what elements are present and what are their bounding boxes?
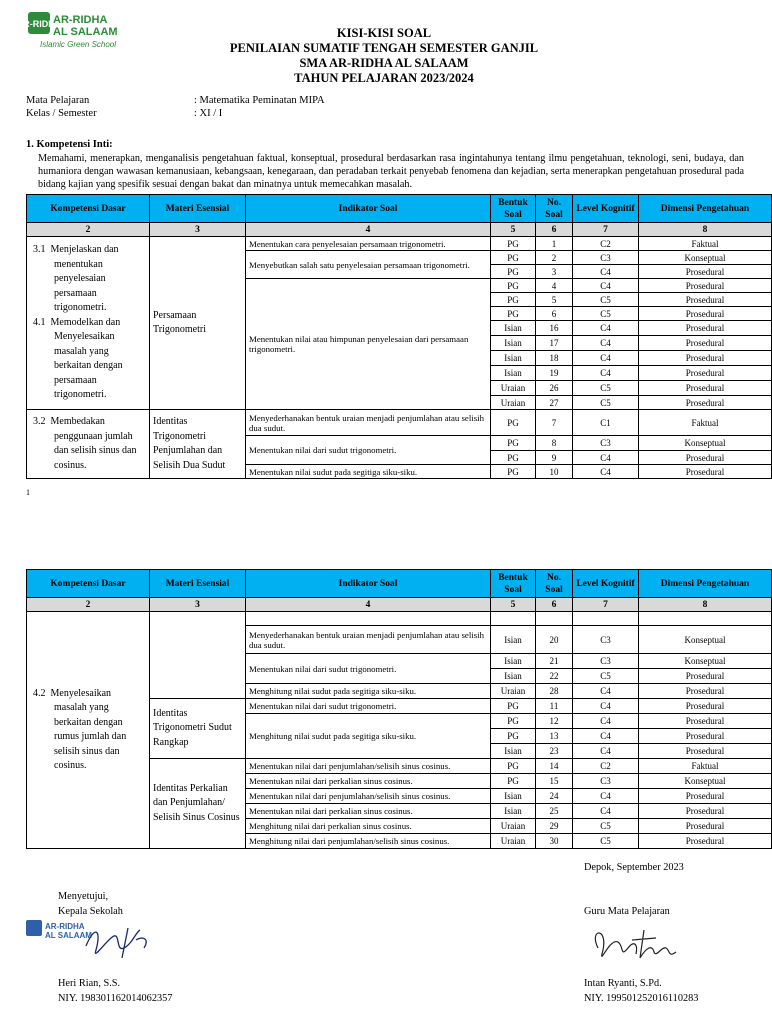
no-cell: 9 (536, 451, 573, 465)
level-cell: C3 (573, 251, 639, 265)
col-num: 4 (246, 223, 491, 237)
kd-cell (27, 237, 150, 410)
bentuk-cell: Isian (491, 789, 536, 804)
teacher-title: Guru Mata Pelajaran (584, 906, 670, 917)
col-level: Level Kognitif (573, 570, 639, 598)
dimensi-cell: Prosedural (639, 729, 772, 744)
col-level: Level Kognitif (573, 195, 639, 223)
bentuk-cell: PG (491, 451, 536, 465)
bentuk-cell: Isian (491, 626, 536, 654)
col-num: 6 (536, 223, 573, 237)
col-num: 7 (573, 598, 639, 612)
no-cell: 13 (536, 729, 573, 744)
no-cell: 29 (536, 819, 573, 834)
indicator-cell: Menentukan nilai dari penjumlahan/selisih sinus cosinus. (246, 759, 491, 774)
indicator-cell-empty (246, 612, 491, 626)
teacher-name: Intan Ryanti, S.Pd. (584, 978, 662, 989)
indicator-cell: Menghitung nilai sudut pada segitiga siku-siku. (246, 714, 491, 759)
bentuk-cell: Uraian (491, 684, 536, 699)
level-cell: C5 (573, 381, 639, 396)
dimensi-cell: Konseptual (639, 251, 772, 265)
indicator-cell: Menghitung nilai sudut pada segitiga siku-siku. (246, 684, 491, 699)
level-cell: C4 (573, 366, 639, 381)
col-num: 6 (536, 598, 573, 612)
level-cell: C4 (573, 804, 639, 819)
col-num: 5 (491, 598, 536, 612)
dimensi-cell: Prosedural (639, 366, 772, 381)
bentuk-cell: Uraian (491, 819, 536, 834)
teacher-id: NIY. 199501252016110283 (584, 993, 699, 1004)
col-no: No. Soal (536, 570, 573, 598)
level-cell: C4 (573, 789, 639, 804)
indicator-cell: Menyederhanakan bentuk uraian menjadi penjumlahan atau selisih dua sudut. (246, 410, 491, 436)
col-kd: Kompetensi Dasar (27, 195, 150, 223)
kd-text: Menjelaskan dan menentukan penyelesaian persamaan trigonometri. (50, 244, 119, 314)
bentuk-cell: PG (491, 251, 536, 265)
indicator-cell: Menentukan nilai dari sudut trigonometri. (246, 654, 491, 684)
no-cell (536, 612, 573, 626)
level-cell: C4 (573, 265, 639, 279)
bentuk-cell: Isian (491, 336, 536, 351)
dimensi-cell: Prosedural (639, 669, 772, 684)
kd-entry (30, 687, 146, 774)
level-cell: C4 (573, 684, 639, 699)
col-bentuk: Bentuk Soal (491, 195, 536, 223)
col-num: 2 (27, 598, 150, 612)
materi-cell: Persamaan Trigonometri (150, 237, 246, 410)
kd-number: 4.1 (33, 316, 46, 328)
level-cell: C1 (573, 410, 639, 436)
bentuk-cell: PG (491, 714, 536, 729)
col-num: 4 (246, 598, 491, 612)
no-cell: 16 (536, 321, 573, 336)
col-num: 2 (27, 223, 150, 237)
no-cell: 21 (536, 654, 573, 669)
no-cell: 15 (536, 774, 573, 789)
title-line-2: PENILAIAN SUMATIF TENGAH SEMESTER GANJIL (229, 41, 539, 55)
level-cell: C3 (573, 654, 639, 669)
page-number: 1 (26, 488, 30, 497)
materi-cell: Identitas Trigonometri Penjumlahan dan Selisih Dua Sudut (150, 410, 246, 479)
col-dimensi: Dimensi Pengetahuan (639, 195, 772, 223)
dimensi-cell: Prosedural (639, 293, 772, 307)
no-cell: 7 (536, 410, 573, 436)
kd-entry (30, 415, 146, 473)
no-cell: 28 (536, 684, 573, 699)
level-cell: C4 (573, 451, 639, 465)
level-cell: C4 (573, 336, 639, 351)
kd-entry (30, 316, 146, 403)
dimensi-cell: Prosedural (639, 451, 772, 465)
materi-cell: Identitas Perkalian dan Penjumlahan/ Selisih Sinus Cosinus (150, 759, 246, 849)
bentuk-cell: Isian (491, 804, 536, 819)
col-num: 5 (491, 223, 536, 237)
indicator-cell: Menentukan nilai atau himpunan penyelesaian dari persamaan trigonometri. (246, 279, 491, 410)
bentuk-cell: PG (491, 465, 536, 479)
no-cell: 2 (536, 251, 573, 265)
bentuk-cell: Uraian (491, 396, 536, 410)
no-cell: 27 (536, 396, 573, 410)
indicator-cell: Menentukan nilai dari sudut trigonometri. (246, 699, 491, 714)
dimensi-cell: Konseptual (639, 774, 772, 789)
grid-table-2 (26, 569, 772, 849)
dimensi-cell: Faktual (639, 410, 772, 436)
level-cell: C3 (573, 436, 639, 451)
no-cell: 18 (536, 351, 573, 366)
col-num: 8 (639, 598, 772, 612)
school-stamp (24, 918, 174, 968)
bentuk-cell: PG (491, 699, 536, 714)
bentuk-cell: Isian (491, 366, 536, 381)
bentuk-cell: Isian (491, 669, 536, 684)
level-cell: C4 (573, 729, 639, 744)
no-cell: 4 (536, 279, 573, 293)
level-cell: C5 (573, 293, 639, 307)
bentuk-cell: Isian (491, 351, 536, 366)
indicator-cell: Menentukan cara penyelesaian persamaan trigonometri. (246, 237, 491, 251)
no-cell: 22 (536, 669, 573, 684)
grid-table-1 (26, 194, 772, 479)
dimensi-cell: Prosedural (639, 699, 772, 714)
title-line-3: SMA AR-RIDHA AL SALAAM (299, 56, 469, 70)
class-label: Kelas / Semester (26, 108, 97, 119)
bentuk-cell: PG (491, 729, 536, 744)
dimensi-cell: Prosedural (639, 744, 772, 759)
kd-number: 3.1 (33, 244, 46, 256)
col-ind: Indikator Soal (246, 195, 491, 223)
level-cell: C4 (573, 279, 639, 293)
no-cell: 10 (536, 465, 573, 479)
level-cell: C3 (573, 774, 639, 789)
no-cell: 19 (536, 366, 573, 381)
subject-row (26, 95, 325, 108)
level-cell: C5 (573, 819, 639, 834)
subject-label: Mata Pelajaran (26, 95, 90, 106)
no-cell: 30 (536, 834, 573, 849)
no-cell: 5 (536, 293, 573, 307)
materi-cell: Identitas Trigonometri Sudut Rangkap (150, 699, 246, 759)
col-kd: Kompetensi Dasar (27, 570, 150, 598)
no-cell: 3 (536, 265, 573, 279)
no-cell: 1 (536, 237, 573, 251)
bentuk-cell: PG (491, 237, 536, 251)
col-num: 3 (150, 598, 246, 612)
no-cell: 26 (536, 381, 573, 396)
bentuk-cell: PG (491, 307, 536, 321)
logo-line1: AR-RIDHA (53, 14, 108, 26)
indicator-cell: Menentukan nilai dari perkalian sinus cosinus. (246, 774, 491, 789)
stamp-line2: AL SALAAM (45, 931, 92, 940)
level-cell: C4 (573, 465, 639, 479)
col-bentuk: Bentuk Soal (491, 570, 536, 598)
level-cell: C5 (573, 834, 639, 849)
principal-id: NIY. 198301162014062357 (58, 993, 173, 1004)
dimensi-cell: Prosedural (639, 834, 772, 849)
col-no: No. Soal (536, 195, 573, 223)
table-row (27, 410, 772, 436)
bentuk-cell: PG (491, 759, 536, 774)
dimensi-cell: Prosedural (639, 789, 772, 804)
kd-text: Membedakan penggunaan jumlah dan selisih sinus dan cosinus. (50, 416, 137, 471)
col-num: 3 (150, 223, 246, 237)
kd-number: 3.2 (33, 416, 46, 427)
level-cell: C5 (573, 307, 639, 321)
no-cell: 8 (536, 436, 573, 451)
principal-title: Kepala Sekolah (58, 906, 123, 917)
dimensi-cell: Konseptual (639, 654, 772, 669)
level-cell: C4 (573, 351, 639, 366)
dimensi-cell: Prosedural (639, 321, 772, 336)
no-cell: 6 (536, 307, 573, 321)
bentuk-cell: PG (491, 436, 536, 451)
bentuk-cell: Isian (491, 321, 536, 336)
core-heading: 1. Kompetensi Inti: (26, 139, 113, 150)
dimensi-cell: Konseptual (639, 626, 772, 654)
no-cell: 23 (536, 744, 573, 759)
title-line-1: KISI-KISI SOAL (336, 26, 432, 40)
col-num: 8 (639, 223, 772, 237)
dimensi-cell: Konseptual (639, 436, 772, 451)
no-cell: 14 (536, 759, 573, 774)
no-cell: 11 (536, 699, 573, 714)
bentuk-cell: PG (491, 265, 536, 279)
principal-signature (86, 928, 146, 958)
dimensi-cell: Prosedural (639, 381, 772, 396)
bentuk-cell: Uraian (491, 381, 536, 396)
dimensi-cell: Prosedural (639, 396, 772, 410)
place-date: Depok, September 2023 (584, 862, 684, 873)
level-cell: C5 (573, 396, 639, 410)
table-row (27, 237, 772, 251)
title-line-4: TAHUN PELAJARAN 2023/2024 (294, 71, 474, 85)
level-cell: C4 (573, 744, 639, 759)
dimensi-cell: Prosedural (639, 279, 772, 293)
dimensi-cell: Prosedural (639, 465, 772, 479)
bentuk-cell: PG (491, 293, 536, 307)
no-cell: 12 (536, 714, 573, 729)
bentuk-cell: PG (491, 279, 536, 293)
kd-text: Memodelkan dan Menyelesaikan masalah yang berkaitan dengan persamaan trigonometri. (50, 316, 123, 401)
dimensi-cell (639, 612, 772, 626)
subject-value: : Matematika Peminatan MIPA (194, 95, 325, 106)
level-cell (573, 612, 639, 626)
stamp-line1: AR-RIDHA (45, 922, 85, 931)
no-cell: 25 (536, 804, 573, 819)
indicator-cell: Menentukan nilai sudut pada segitiga siku-siku. (246, 465, 491, 479)
indicator-cell: Menentukan nilai dari sudut trigonometri. (246, 436, 491, 465)
dimensi-cell: Prosedural (639, 265, 772, 279)
indicator-cell: Menghitung nilai dari perkalian sinus cosinus. (246, 819, 491, 834)
principal-name: Heri Rian, S.S. (58, 978, 121, 989)
dimensi-cell: Prosedural (639, 684, 772, 699)
no-cell: 17 (536, 336, 573, 351)
no-cell: 24 (536, 789, 573, 804)
dimensi-cell: Prosedural (639, 714, 772, 729)
no-cell: 20 (536, 626, 573, 654)
core-text: Memahami, menerapkan, menganalisis pengetahuan faktual, konseptual, prosedural berdasarkan rasa ingintahunya tentang ilmu pengetahuan, teknologi, seni, budaya, dan humaniora dengan wawasan kemanusiaan, kebangsaan, kenegaraan, dan peradaban terkait penyebab fenomena dan kejadian, serta menerapkan pengetahuan prosedural pada bidang kajian yang spesifik sesuai dengan bakat dan minatnya untuk memecahkan masalah. (38, 153, 744, 190)
level-cell: C4 (573, 714, 639, 729)
col-dimensi: Dimensi Pengetahuan (639, 570, 772, 598)
indicator-cell: Menentukan nilai dari perkalian sinus cosinus. (246, 804, 491, 819)
level-cell: C2 (573, 237, 639, 251)
indicator-cell: Menyederhanakan bentuk uraian menjadi penjumlahan atau selisih dua sudut. (246, 626, 491, 654)
document-title (0, 26, 768, 86)
indicator-cell: Menentukan nilai dari penjumlahan/selisih sinus cosinus. (246, 789, 491, 804)
bentuk-cell: Isian (491, 744, 536, 759)
level-cell: C3 (573, 626, 639, 654)
teacher-signature (580, 918, 690, 973)
dimensi-cell: Prosedural (639, 804, 772, 819)
bentuk-cell: Uraian (491, 834, 536, 849)
bentuk-cell (491, 612, 536, 626)
class-value: : XI / I (194, 108, 223, 119)
col-me: Materi Esensial (150, 570, 246, 598)
col-num: 7 (573, 223, 639, 237)
level-cell: C4 (573, 699, 639, 714)
col-ind: Indikator Soal (246, 570, 491, 598)
level-cell: C2 (573, 759, 639, 774)
kd-number: 4.2 (33, 687, 46, 699)
materi-cell-empty (150, 612, 246, 699)
indicator-cell: Menyebutkan salah satu penyelesaian persamaan trigonometri. (246, 251, 491, 279)
approval-label: Menyetujui, (58, 891, 109, 902)
level-cell: C4 (573, 321, 639, 336)
dimensi-cell: Faktual (639, 237, 772, 251)
table-row (27, 612, 772, 626)
col-me: Materi Esensial (150, 195, 246, 223)
bentuk-cell: PG (491, 774, 536, 789)
kd-cell (27, 612, 150, 849)
logo-mark-text: AR-RIDHA (16, 19, 62, 29)
class-row (26, 108, 222, 121)
dimensi-cell: Prosedural (639, 336, 772, 351)
dimensi-cell: Faktual (639, 759, 772, 774)
kd-text: Menyelesaikan masalah yang berkaitan dengan rumus jumlah dan selisih sinus dan cosinus. (50, 687, 127, 771)
bentuk-cell: PG (491, 410, 536, 436)
logo-tagline: Islamic Green School (40, 40, 117, 49)
kd-cell (27, 410, 150, 479)
dimensi-cell: Prosedural (639, 307, 772, 321)
dimensi-cell: Prosedural (639, 819, 772, 834)
indicator-cell: Menghitung nilai dari penjumlahan/selisih sinus cosinus. (246, 834, 491, 849)
logo-line2: AL SALAAM (53, 26, 118, 38)
dimensi-cell: Prosedural (639, 351, 772, 366)
kd-entry (30, 243, 146, 316)
bentuk-cell: Isian (491, 654, 536, 669)
level-cell: C5 (573, 669, 639, 684)
